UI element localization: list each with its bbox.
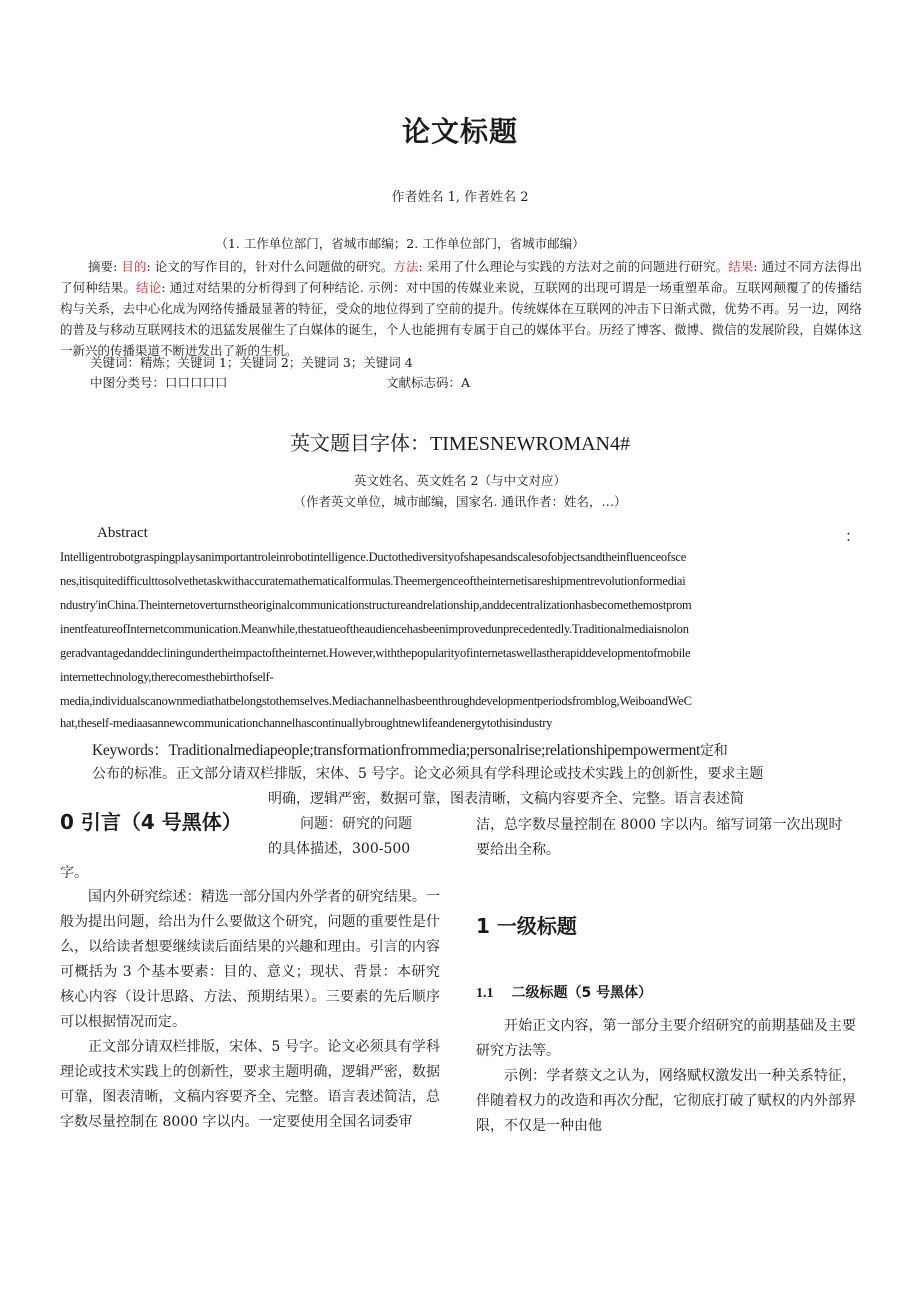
english-keywords-text: Keywords：Traditionalmediapeople;transformationfrommedia;personalrise;relationshipempowerment — [92, 742, 701, 759]
abstract-label: 摘要: — [88, 259, 122, 274]
english-affiliation: （作者英文单位，城市邮编，国家名. 通讯作者：姓名，…） — [293, 494, 627, 509]
document-code: 文献标志码：A — [386, 375, 471, 390]
english-keywords-tail: 定和 — [700, 743, 728, 759]
english-abstract-label: Abstract — [97, 525, 148, 541]
intro-text-line: 的具体描述，300-500 — [268, 841, 411, 857]
english-abstract-line: Intelligentrobotgraspingplaysanimportantroleinrobotintelligence.Ductothediversityofshapesandscalesofobjectsandtheinfluenceofsce — [60, 550, 687, 564]
paragraph: 开始正文内容，第一部分主要介绍研究的前期基础及主要研究方法等。 — [476, 1018, 856, 1059]
intro-text-line: 字。 — [60, 865, 88, 881]
english-abstract-line: geradvantagedanddecliningundertheimpactoftheinternet.However,withthepopularityofinternetaswellastherapiddevelopmentofmobile — [60, 646, 691, 660]
english-abstract-line: nes,itisquitedifficulttosolvethetaskwithaccuratemathematicalformulas.Theemergenceoftheinternetisareshipmentrevolutionformediai — [60, 574, 686, 588]
author-affiliation: （1. 工作单位部门，省城市邮编；2. 工作单位部门，省城市邮编） — [215, 236, 585, 251]
chinese-abstract — [60, 256, 862, 361]
english-abstract-line: inentfeatureofInternetcommunication.Meanwhile,thestatueoftheaudiencehasbeenimprovedunprecedentedly.Traditionalmediaisnolon — [60, 622, 689, 636]
result-label: 结果 — [728, 259, 754, 274]
right-column-continuation: 洁，总字数尽量控制在 8000 字以内。缩写词第一次出现时要给出全称。 — [476, 817, 843, 858]
conclusion-label: 结论 — [136, 280, 162, 295]
paper-title: 论文标题 — [401, 115, 518, 148]
english-abstract-line: media,individualscanownmediathatbelongstothemselves.Mediachannelhasbeenthroughdevelopmentperiodsfromblog,WeiboandWeC — [60, 694, 692, 708]
method-text: : 采用了什么理论与实践的方法对之前的问题进行研究。 — [418, 259, 729, 274]
method-label: 方法 — [393, 259, 419, 274]
left-column — [60, 885, 440, 1135]
english-abstract-line: ndustry'inChina.Theinternetoverturnstheoriginalcommunicationstructureandrelationship,anddecentralizationhasbecomethemostprom — [60, 598, 692, 612]
english-title: 英文题目字体：TIMESNEWROMAN4# — [290, 433, 630, 455]
clc-number: 中图分类号：口口口口口 — [90, 375, 228, 390]
section-number: 1.1 — [476, 986, 494, 1001]
section-heading-intro: 0 引言（4 号黑体） — [60, 810, 242, 834]
paragraph: 正文部分请双栏排版，宋体、5 号字。论文必须具有学科理论或技术实践上的创新性，要求主题明确，逻辑严密，数据可靠，图表清晰，文稿内容要齐全、完整。语言表述简洁，总字数尽量控制在 8000 字以内。一定要使用全国名词委审 — [60, 1039, 440, 1130]
chinese-keywords: 关键词：精炼；关键词 1；关键词 2；关键词 3；关键词 4 — [90, 355, 413, 370]
english-keywords — [92, 738, 727, 760]
english-abstract-colon: ： — [845, 529, 861, 545]
english-abstract-line: hat,theself-mediaasannewcommunicationchannelhascontinuallybroughtnewlifeandenergytothisindustry — [60, 716, 553, 730]
conclusion-text: : 通过对结果的分析得到了何种结论. 示例：对中国的传媒业来说，互联网的出现可谓是一场重塑革命。互联网颠覆了的传播结构与关系，去中心化成为网络传播最显著的特征，受众的地位得到了空前的提升。传统媒体在互联网的冲击下日渐式微，优势不再。另一边，网络的普及与移动互联网技术的迅猛发展催生了白媒体的诞生，个人也能拥有专属于自己的媒体平台。历经了博客、微博、微信的发展阶段，自媒体这一新兴的传播渠道不断迸发出了新的生机。 — [60, 280, 862, 358]
purpose-label: 目的 — [121, 259, 147, 274]
standard-text-line: 明确，逻辑严密，数据可靠，图表清晰，文稿内容要齐全、完整。语言表述简 — [268, 791, 744, 807]
section-title: 二级标题（5 号黑体） — [511, 985, 653, 1001]
standard-text-line: 公布的标准。正文部分请双栏排版，宋体、5 号字。论文必须具有学科理论或技术实践上的创新性，要求主题 — [92, 766, 764, 782]
english-abstract-line: internettechnology,therecomesthebirthofself- — [60, 670, 274, 684]
right-column — [476, 1014, 856, 1139]
author-names: 作者姓名 1, 作者姓名 2 — [391, 190, 529, 205]
section-heading-level2 — [476, 982, 652, 1002]
purpose-text: : 论文的写作目的，针对什么问题做的研究。 — [146, 259, 394, 274]
section-heading-level1: 1 一级标题 — [476, 914, 577, 938]
paragraph: 国内外研究综述：精选一部分国内外学者的研究结果。一般为提出问题，给出为什么要做这个研究，问题的重要性是什么，以给读者想要继续读后面结果的兴趣和理由。引言的内容可概括为 3 个基本要素：目的、意义；现状、背景：本研究核心内容（设计思路、方法、预期结果）。三要素的先后顺序可以根据情况而定。 — [60, 889, 440, 1030]
paragraph: 示例：学者蔡文之认为，网络赋权激发出一种关系特征，伴随着权力的改造和再次分配，它彻底打破了赋权的内外部界限，不仅是一种由他 — [476, 1068, 856, 1134]
intro-text-line: 问题：研究的问题 — [300, 816, 412, 832]
result-text: : 通过不同方法得出了何种结果。 — [60, 259, 862, 295]
english-author-names: 英文姓名、英文姓名 2（与中文对应） — [354, 473, 566, 488]
